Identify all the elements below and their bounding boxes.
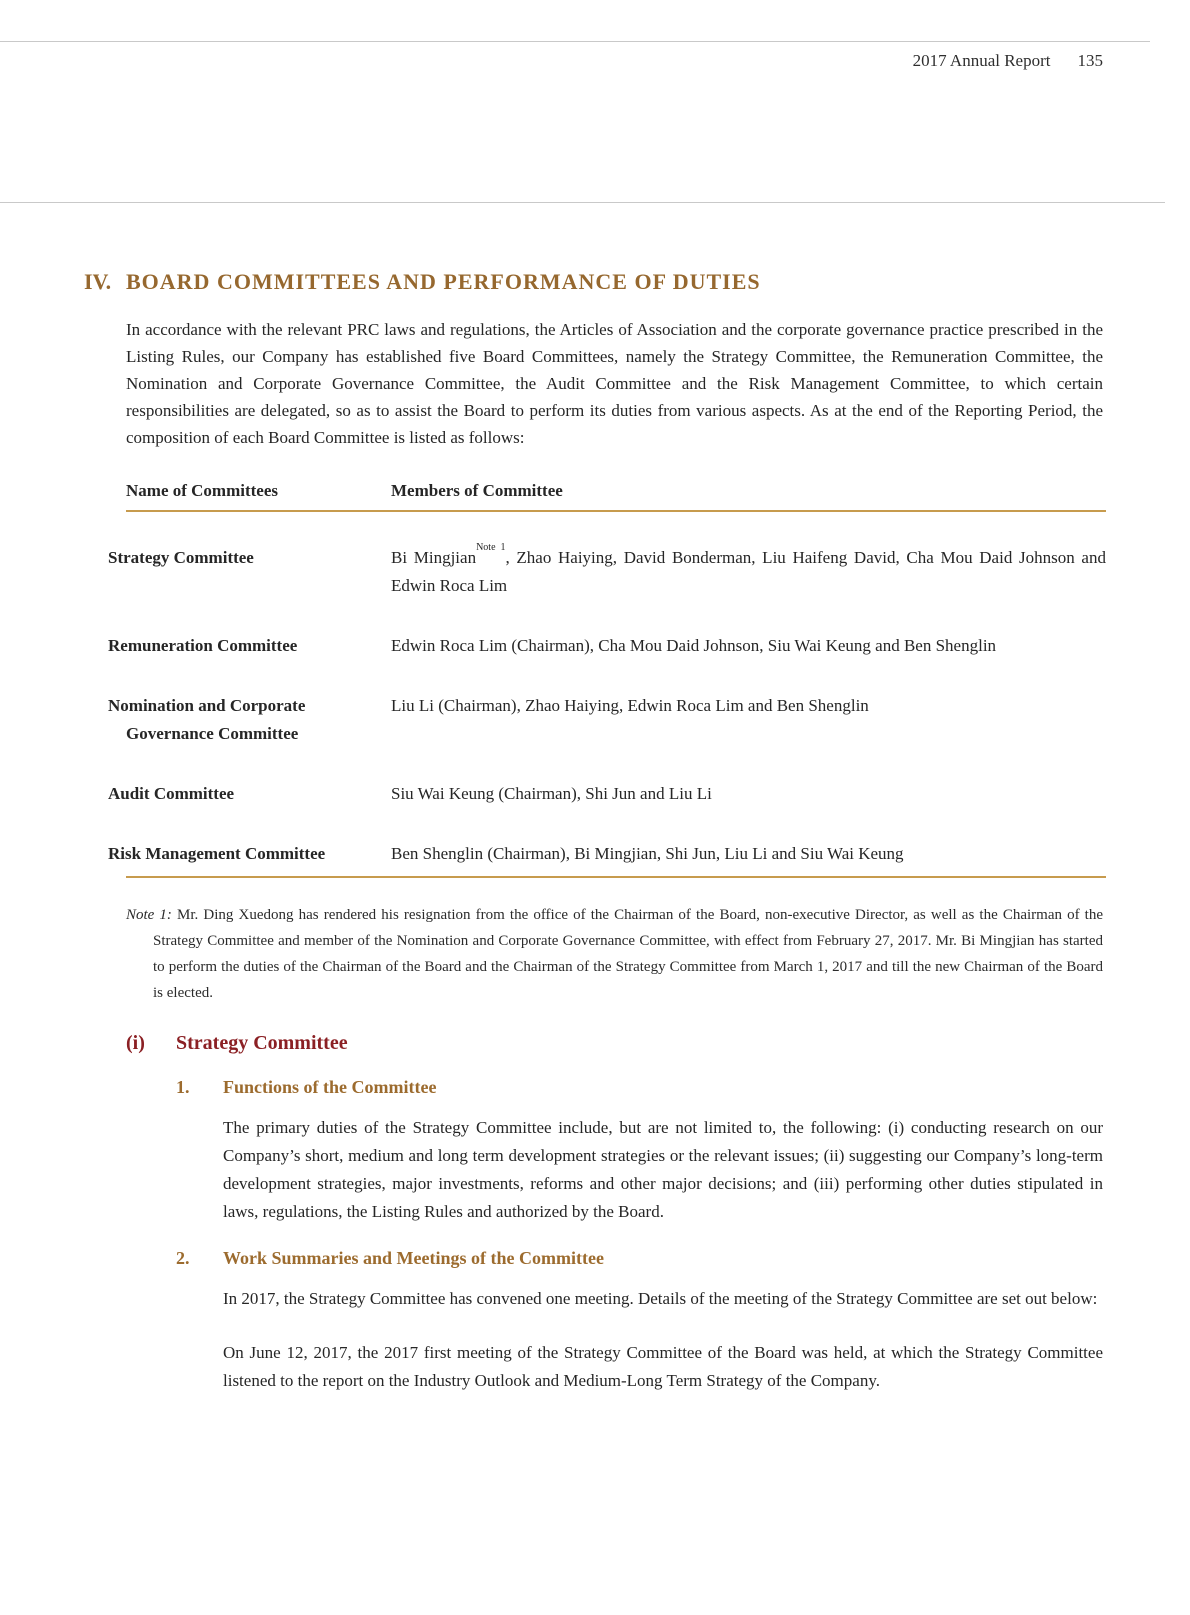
- header-rule-bottom: [0, 202, 1165, 203]
- committee-members: Edwin Roca Lim (Chairman), Cha Mou Daid Johnson, Siu Wai Keung and Ben Shenglin: [391, 636, 997, 655]
- table-header-row: [126, 481, 1106, 511]
- col-header-committee-name: Name of Committees: [126, 481, 391, 511]
- item-number: 1.: [176, 1077, 190, 1097]
- committee-members: Ben Shenglin (Chairman), Bi Mingjian, Shi Jun, Liu Li and Siu Wai Keung: [391, 808, 1106, 877]
- table-row: [126, 808, 1106, 877]
- committee-name: Strategy Committee: [108, 548, 254, 567]
- item-number: 2.: [176, 1248, 190, 1268]
- subsection-number: (i): [126, 1032, 145, 1054]
- committee-name: Nomination and Corporate Governance Committee: [108, 696, 306, 743]
- work-summaries-paragraph: In 2017, the Strategy Committee has convened one meeting. Details of the meeting of the Strategy Committee are set out below:: [223, 1289, 1098, 1308]
- committees-table: [108, 481, 1106, 878]
- members-text: Bi Mingjian: [391, 548, 477, 567]
- footnote-text: Mr. Ding Xuedong has rendered his resignation from the office of the Chairman of the Board, non-executive Director, as well as the Chairman of the Strategy Committee and member of the Nomination and Corporate Governance Committee, with effect from February 27, 2017. Mr. Bi Mingjian has started to perform the duties of the Chairman of the Board and the Chairman of the Strategy Committee from March 1, 2017 and till the new Chairman of the Board is elected.: [153, 907, 1104, 1001]
- committee-name: Risk Management Committee: [126, 808, 391, 877]
- footnote-label: Note 1:: [126, 907, 172, 923]
- item-title: Work Summaries and Meetings of the Committee: [223, 1248, 604, 1268]
- table-row: [126, 748, 1106, 808]
- note-reference: Note 1: [476, 542, 506, 554]
- report-title: 2017 Annual Report: [912, 51, 1051, 70]
- footnote-1: [126, 902, 1103, 1006]
- committee-members: Liu Li (Chairman), Zhao Haiying, Edwin Roca Lim and Ben Shenglin: [391, 696, 869, 715]
- header-rule-top: [0, 41, 1150, 42]
- functions-paragraph: The primary duties of the Strategy Committee include, but are not limited to, the following: (i) conducting research on our Company’s short, medium and long term development strategies or the relevant issues; (ii) suggesting our Company’s long-term development strategies, major investments, reforms and other major decisions; and (iii) performing other duties stipulated in laws, regulations, the Listing Rules and authorized by the Board.: [223, 1118, 1103, 1221]
- section-number: IV.: [84, 269, 112, 294]
- col-header-members: Members of Committee: [391, 481, 1106, 511]
- subsection-heading-strategy-committee: [126, 1032, 1103, 1055]
- heading-work-summaries: [176, 1248, 1103, 1269]
- page-number: 135: [1077, 51, 1103, 70]
- members-text: , Zhao Haiying, David Bonderman, Liu Haifeng David, Cha Mou Daid Johnson and Edwin Roca Lim: [391, 548, 1106, 595]
- table-row: [126, 660, 1106, 748]
- table-row: [126, 511, 1106, 600]
- section-heading: [84, 269, 1103, 295]
- committee-members: [391, 511, 1106, 600]
- committee-members: Siu Wai Keung (Chairman), Shi Jun and Liu Li: [391, 784, 712, 803]
- subsection-title: Strategy Committee: [176, 1032, 348, 1054]
- committee-name: Audit Committee: [108, 784, 235, 803]
- table-row: [126, 600, 1106, 660]
- committee-name: Remuneration Committee: [108, 636, 298, 655]
- page-header: [0, 51, 1190, 71]
- meeting-details-paragraph: On June 12, 2017, the 2017 first meeting of the Strategy Committee of the Board was held, at which the Strategy Committee listened to the report on the Industry Outlook and Medium-Long Term Strategy of the Company.: [223, 1343, 1103, 1390]
- section-title: BOARD COMMITTEES AND PERFORMANCE OF DUTIES: [126, 269, 761, 294]
- item-title: Functions of the Committee: [223, 1077, 437, 1097]
- heading-functions-of-committee: [176, 1077, 1103, 1098]
- intro-paragraph: In accordance with the relevant PRC laws and regulations, the Articles of Association and the corporate governance practice prescribed in the Listing Rules, our Company has established five Board Committees, namely the Strategy Committee, the Remuneration Committee, the Nomination and Corporate Governance Committee, the Audit Committee and the Risk Management Committee, to which certain responsibilities are delegated, so as to assist the Board to perform its duties from various aspects. As at the end of the Reporting Period, the composition of each Board Committee is listed as follows:: [126, 320, 1103, 447]
